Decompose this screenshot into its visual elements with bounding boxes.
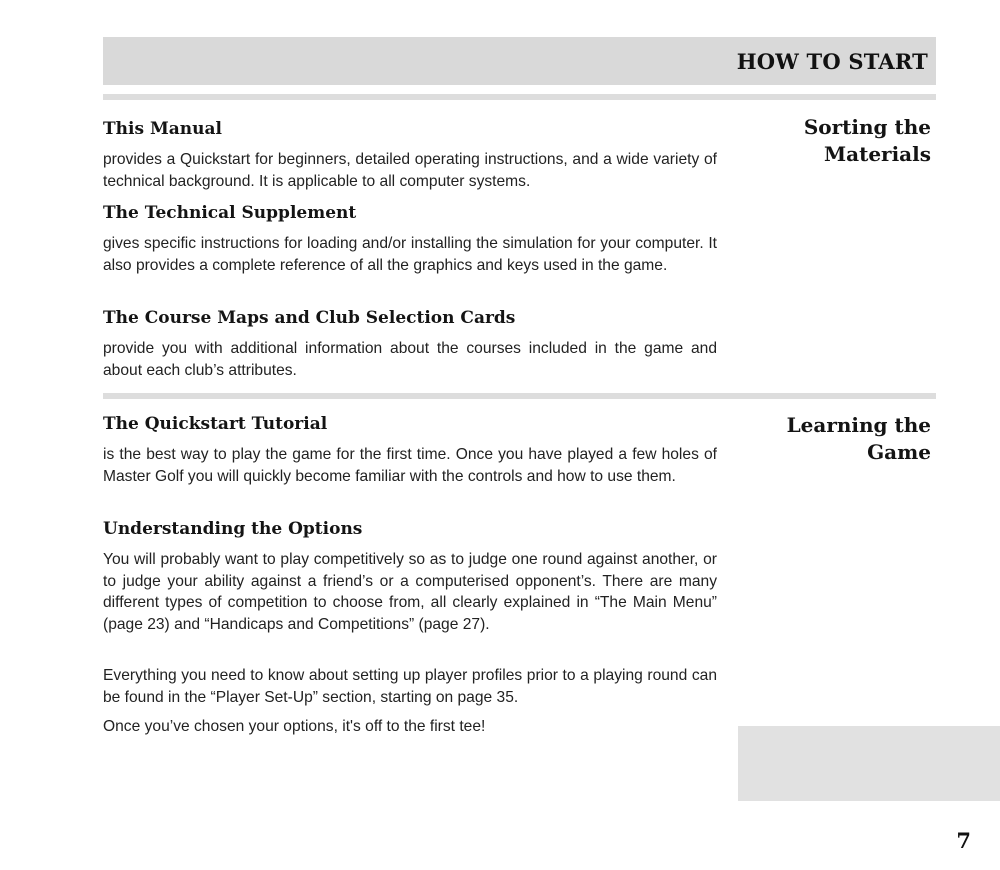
side-heading-line: Sorting the: [803, 115, 931, 139]
page-header-title: HOW TO START: [736, 49, 928, 74]
page-number: 7: [956, 828, 971, 853]
header-band: [103, 37, 936, 85]
paragraph-options-competition: You will probably want to play competitively so as to judge one round against another, or to judge your ability against a friend’s or a computerised opponent’s. There are many different types of competition to choose from, all clearly explained in “The Main Menu” (page 23) and “Handicaps and Competitions” (page 27).: [103, 551, 717, 633]
section-divider: [103, 393, 936, 399]
paragraph-technical-supplement: gives specific instructions for loading and/or installing the simulation for your computer. It also provides a complete reference of all the graphics and keys used in the game.: [103, 235, 717, 274]
heading-course-maps: The Course Maps and Club Selection Cards: [103, 308, 516, 328]
side-heading-learning-game: [787, 412, 931, 466]
side-heading-sorting-materials: [804, 114, 931, 168]
paragraph-player-setup: Everything you need to know about setting up player profiles prior to a playing round can be found in the “Player Set-Up” section, starting on page 35.: [103, 667, 717, 706]
heading-understanding-options: Understanding the Options: [103, 519, 363, 539]
side-heading-line: Materials: [823, 142, 931, 166]
paragraph-first-tee: Once you’ve chosen your options, it's off to the first tee!: [103, 718, 486, 735]
side-heading-line: Game: [867, 440, 931, 464]
side-heading-line: Learning the: [786, 413, 931, 437]
decorative-gray-box: [738, 726, 1000, 801]
section-divider: [103, 94, 936, 100]
paragraph-course-maps: provide you with additional information about the courses included in the game and about each club’s attributes.: [103, 340, 717, 379]
paragraph-this-manual: provides a Quickstart for beginners, detailed operating instructions, and a wide variety of technical background. It is applicable to all computer systems.: [103, 151, 717, 190]
heading-quickstart-tutorial: The Quickstart Tutorial: [103, 414, 328, 434]
paragraph-quickstart-tutorial: is the best way to play the game for the first time. Once you have played a few holes of Master Golf you will quickly become familiar with the controls and how to use them.: [103, 446, 717, 485]
heading-this-manual: This Manual: [103, 119, 222, 139]
heading-technical-supplement: The Technical Supplement: [103, 203, 357, 223]
